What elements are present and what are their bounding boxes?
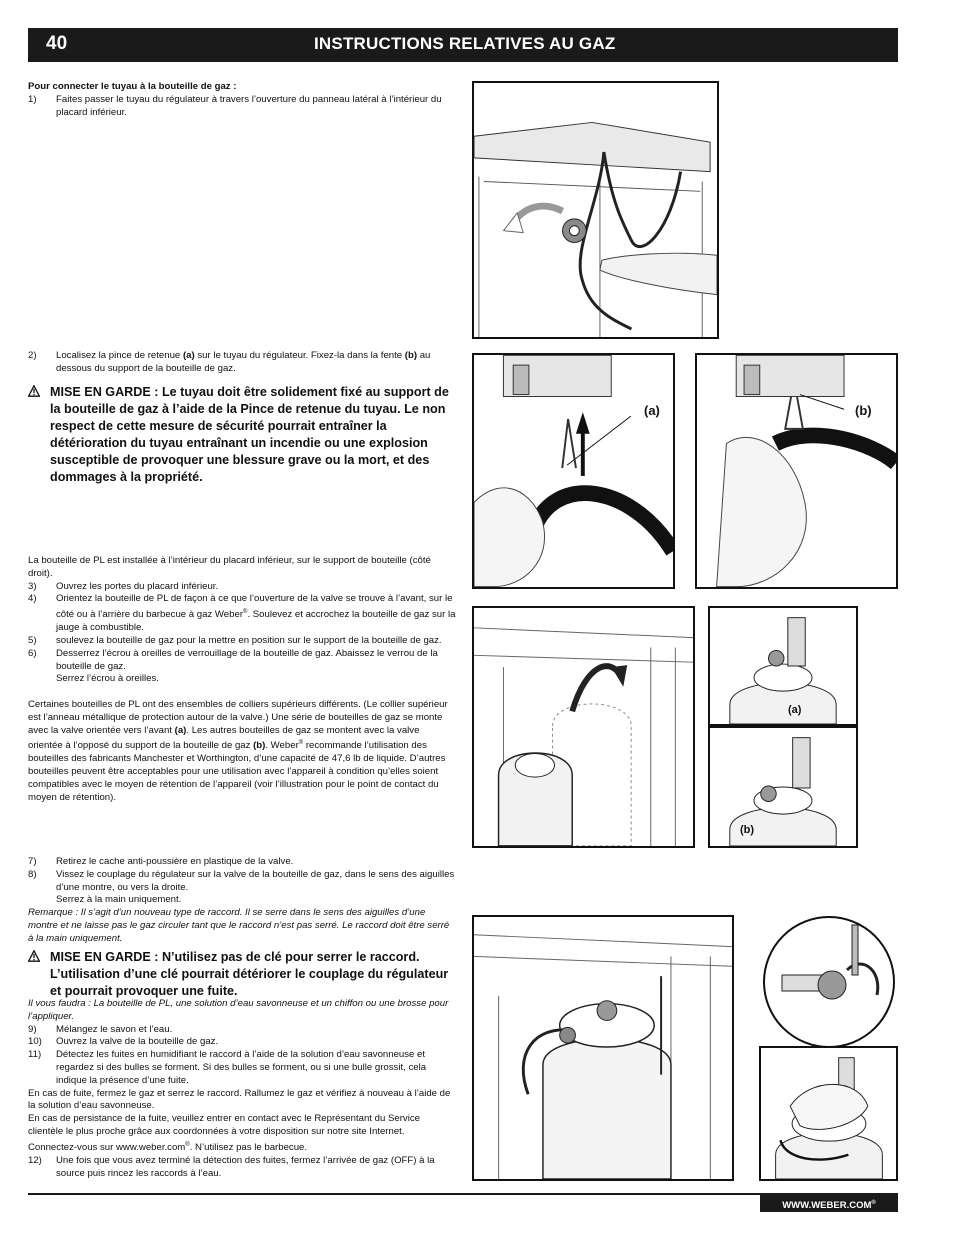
section-heading: Pour connecter le tuyau à la bouteille de gaz : [28,81,237,92]
step-text: Ouvrez les portes du placard inférieur. [56,580,219,592]
step-number: 9) [28,1023,37,1035]
section-leak-check [28,998,456,1180]
step-8-sub: Serrez à la main uniquement. [56,894,182,906]
collar-a-illustration [710,608,856,724]
collar-b-illustration [710,728,856,846]
figure-cylinder-cabinet [472,606,695,848]
step-number: 12) [28,1154,42,1166]
step-1 [28,94,458,120]
step-6-sub: Serrez l’écrou à oreilles. [56,673,159,685]
step-9 [28,1024,456,1037]
need-text-content: Il vous faudra : La bouteille de PL, une solution d’eau savonneuse et un chiffon ou une brosse pour l’appliquer. [28,998,449,1022]
step-number: 6) [28,647,37,659]
step-number: 5) [28,634,37,646]
regulator-coupling-illustration [474,917,732,1179]
paragraph-text: . Weber [265,740,299,752]
registered-mark: ® [298,740,304,747]
step-text: Desserrez l’écrou à oreilles de verrouillage de la bouteille de gaz. Abaissez le verrou de la bouteille de gaz. [56,647,438,672]
warning-text: MISE EN GARDE : Le tuyau doit être solidement fixé au support de la bouteille de gaz à l’aide de la Pince de retenue du tuyau. Le non respect de cette mesure de sécurité pourrait entraîner la détérioration du tuyau entraînant un incendie ou une explosion susceptible de provoquer une blessure grave ou la mort, et des dommages à la propriété. [50,385,449,484]
hand-tightening-illustration [761,1048,896,1179]
clip-b-illustration [697,355,896,587]
figure-collar-b [708,726,858,848]
step-number: 8) [28,868,37,880]
page-number: 40 [46,33,68,54]
step-text: Faites passer le tuyau du régulateur à travers l’ouverture du panneau latéral à l’intérieur du placard inférieur. [56,93,442,118]
paragraph-text: recommande l’utilisation des bouteilles des fabricants Manchester et Worthington, d’une capacité de 47,6 lb de liquide. D’autres bouteilles peuvent être acceptables pour une utilisation avec l’appareil à condition qu’elles soient compatibles avec le moyen de rétention de l’appareil (voir l’illustration pour le point de contact du moyen de rétention). [28,740,446,803]
paragraph-text: Certaines bouteilles de PL ont des ensembles de colliers supérieurs différents. (Le collier supérieur est l’anneau métallique de protection autour de la valve.) Une série de bouteilles de gaz se monte avec la valve orientée vers l’avant [28,698,448,736]
step-6 [28,648,456,674]
footer-website[interactable] [760,1195,898,1212]
warning-no-wrench [50,949,460,1000]
step-4 [28,593,456,635]
step-5 [28,635,456,648]
hose-panel-illustration [474,83,717,337]
step-text: au dessous du support de la bouteille de gaz. [56,350,431,374]
ref-b: (b) [253,740,266,752]
leak-persist-text: . N’utilisez pas le barbecue. [189,1141,308,1153]
step-text: . Soulevez et accrochez la bouteille de gaz sur la jauge à combustible. [56,609,456,634]
figure-label-a: (a) [788,704,802,716]
registered-mark: ® [243,609,248,616]
step-3 [28,581,456,594]
step-number: 1) [28,93,37,105]
step-number: 4) [28,593,37,605]
step-text: Orientez la bouteille de PL de façon à ce que l’ouverture de la valve se trouve à l’avant, sur le côté ou à l’arrière du barbecue à gaz Weber [56,593,453,621]
paragraph-text: . Les autres bouteilles de gaz se montent avec la valve orientée à l’opposé du support de la bouteille de gaz [28,724,420,752]
figure-label-a: (a) [644,403,660,418]
remark-text: Remarque : Il s’agit d’un nouveau type de raccord. Il se serre dans le sens des aiguilles d’une montre et ne laisse pas le gaz circuler tant que le raccord n’est pas serré. Le raccord doit être serré à la main uniquement. [28,907,450,944]
leak-instruction: En cas de fuite, fermez le gaz et serrez le raccord. Rallumez le gaz et vérifiez à nouveau à l’aide de la solution d’eau savonneuse. [28,1087,451,1112]
registered-mark: ® [871,1200,876,1206]
step-number: 3) [28,580,37,592]
registered-mark: ® [185,1141,190,1148]
step-number: 2) [28,350,37,361]
step-number: 11) [28,1049,42,1061]
step-12 [28,1155,456,1181]
leak-persist [28,1113,456,1155]
coupling-detail-illustration [762,915,897,1050]
figure-label-b: (b) [740,824,755,836]
website-link[interactable]: WWW.WEBER.COM [782,1200,872,1212]
step-text: sur le tuyau du régulateur. Fixez-la dans la fente [194,350,405,361]
ref-a: (a) [174,724,187,736]
ref-a: (a) [182,350,195,361]
collar-paragraph [28,699,456,805]
leak-persist-text: En cas de persistance de la fuite, veuillez entrer en contact avec le Représentant du Service clientèle le plus proche grâce aux coordonnées à votre disposition sur notre site Internet. Connectez-vous sur www.weber.com [28,1113,420,1153]
section-install-cylinder [28,555,456,805]
step-text: Ouvrez la valve de la bouteille de gaz. [56,1036,219,1048]
step-text: soulevez la bouteille de gaz pour la mettre en position sur le support de la bouteille de gaz. [56,634,442,646]
figure-hand-tightening [759,1046,898,1181]
cylinder-cabinet-illustration [474,608,693,846]
figure-label-b: (b) [855,403,872,418]
step-text: Détectez les fuites en humidifiant le raccord à l’aide de la solution d’eau savonneuse et regardez si des bulles se forment. Si des bulles se forment, ou si une bulle grossit, cela indique la présence d’une fuite. [56,1049,427,1086]
figure-collar-a [708,606,858,726]
warning-triangle-icon [28,950,40,962]
step-number: 7) [28,856,37,867]
step-number: 10) [28,1036,42,1048]
step-text: Localisez la pince de retenue [56,350,183,361]
step-2 [28,350,458,376]
clip-a-illustration [474,355,673,587]
step-text: Retirez le cache anti-poussière en plastique de la valve. [56,856,294,867]
warning-hose-clip [50,384,460,486]
section-connect-hose [28,81,458,119]
step-text: Une fois que vous avez terminé la détection des fuites, fermez l’arrivée de gaz (OFF) à la source puis rincez les raccords à l’eau. [56,1154,435,1179]
figure-coupling-detail [762,915,897,1050]
step-10 [28,1036,456,1049]
step-text: Mélangez le savon et l’eau. [56,1023,173,1035]
step-7 [28,856,456,869]
ref-b: (b) [404,350,418,361]
figure-clip-a [472,353,675,589]
intro-text: La bouteille de PL est installée à l’intérieur du placard inférieur, sur le support de bouteille (côté droit). [28,555,431,579]
figure-hose-through-panel [472,81,719,339]
step-8 [28,869,456,895]
step-11 [28,1049,456,1087]
warning-text: MISE EN GARDE : N’utilisez pas de clé pour serrer le raccord. L’utilisation d’une clé pourrait détériorer le couplage du régulateur et pourrait provoquer une fuite. [50,950,449,998]
step-text: Vissez le couplage du régulateur sur la valve de la bouteille de gaz, dans le sens des aiguilles d’une montre, ou vers la droite. [56,868,455,893]
section-retaining-clip [28,350,458,376]
need-text [28,998,456,1024]
page-title: INSTRUCTIONS RELATIVES AU GAZ [314,34,616,53]
warning-triangle-icon [28,385,40,397]
header-bar [28,28,898,62]
figure-regulator-coupling [472,915,734,1181]
section-connect-regulator [28,856,456,946]
figure-clip-b [695,353,898,589]
